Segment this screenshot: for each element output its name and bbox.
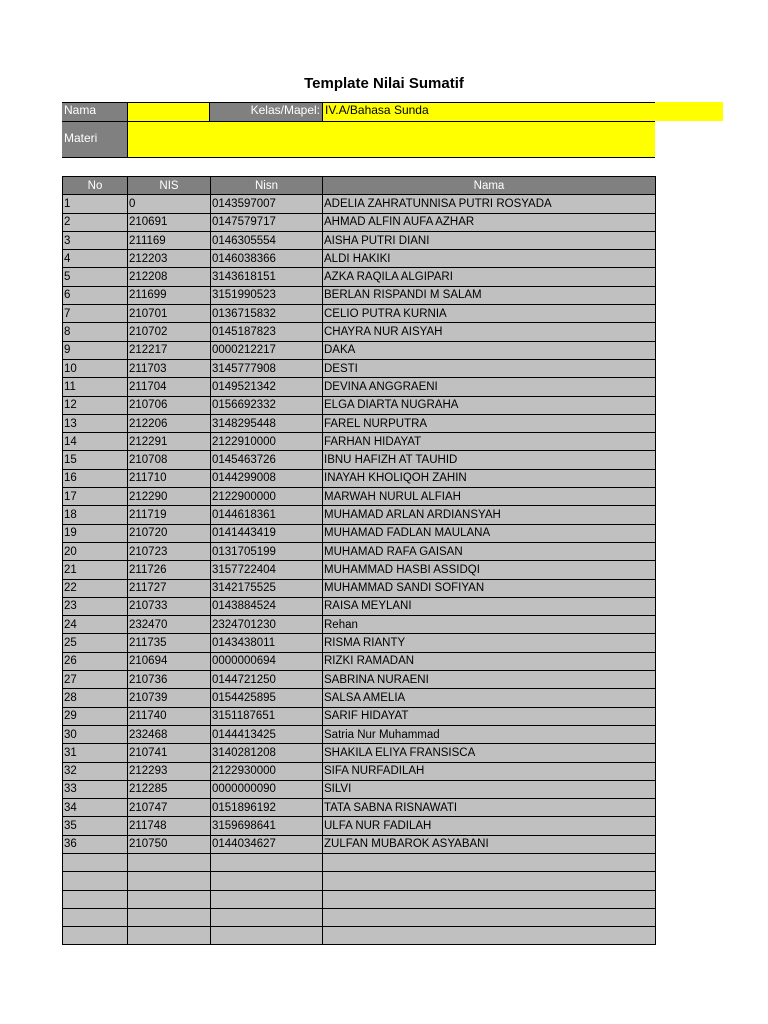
no-cell[interactable]: 14 xyxy=(63,433,128,451)
nama-cell[interactable]: ALDI HAKIKI xyxy=(323,250,656,268)
nis-cell[interactable]: 210736 xyxy=(128,671,211,689)
no-cell[interactable]: 13 xyxy=(63,414,128,432)
nis-cell[interactable]: 212290 xyxy=(128,488,211,506)
table-row xyxy=(63,671,656,689)
nis-cell[interactable] xyxy=(128,908,211,926)
kelas-mapel-field[interactable]: IV.A/Bahasa Sunda xyxy=(322,102,723,121)
nama-cell[interactable]: SARIF HIDAYAT xyxy=(323,707,656,725)
no-cell[interactable]: 3 xyxy=(63,231,128,249)
nisn-cell[interactable]: 0000000090 xyxy=(211,780,323,798)
table-row xyxy=(63,744,656,762)
no-cell[interactable]: 8 xyxy=(63,323,128,341)
nis-cell[interactable]: 212285 xyxy=(128,780,211,798)
nis-cell[interactable]: 210747 xyxy=(128,799,211,817)
no-cell[interactable]: 7 xyxy=(63,305,128,323)
nis-cell[interactable] xyxy=(128,853,211,871)
nama-cell[interactable]: ZULFAN MUBAROK ASYABANI xyxy=(323,835,656,853)
nisn-cell[interactable]: 0136715832 xyxy=(211,305,323,323)
table-row xyxy=(63,451,656,469)
nama-cell[interactable] xyxy=(323,908,656,926)
nis-cell[interactable]: 212293 xyxy=(128,762,211,780)
nisn-cell[interactable]: 0143597007 xyxy=(211,195,323,213)
nama-cell[interactable]: Satria Nur Muhammad xyxy=(323,725,656,743)
nisn-cell[interactable]: 0147579717 xyxy=(211,213,323,231)
table-row xyxy=(63,725,656,743)
nama-cell[interactable]: CHAYRA NUR AISYAH xyxy=(323,323,656,341)
table-row xyxy=(63,231,656,249)
table-row xyxy=(63,908,656,926)
no-cell[interactable] xyxy=(63,890,128,908)
table-row xyxy=(63,506,656,524)
table-row xyxy=(63,213,656,231)
table-row xyxy=(63,853,656,871)
nama-cell[interactable]: MUHAMAD FADLAN MAULANA xyxy=(323,524,656,542)
nisn-cell[interactable]: 0144034627 xyxy=(211,835,323,853)
table-row xyxy=(63,305,656,323)
nis-cell[interactable]: 211740 xyxy=(128,707,211,725)
nisn-cell[interactable]: 0146305554 xyxy=(211,231,323,249)
header-row-divider xyxy=(62,121,655,122)
nisn-cell[interactable]: 0151896192 xyxy=(211,799,323,817)
no-cell[interactable]: 27 xyxy=(63,671,128,689)
nisn-cell[interactable]: 0144413425 xyxy=(211,725,323,743)
nisn-cell[interactable]: 3159698641 xyxy=(211,817,323,835)
table-row xyxy=(63,835,656,853)
nis-cell[interactable]: 210741 xyxy=(128,744,211,762)
no-cell[interactable]: 22 xyxy=(63,579,128,597)
table-row xyxy=(63,359,656,377)
nisn-cell[interactable]: 0145187823 xyxy=(211,323,323,341)
nis-cell[interactable]: 211703 xyxy=(128,359,211,377)
table-body xyxy=(63,195,656,945)
nama-cell[interactable] xyxy=(323,927,656,945)
header-row-top-border xyxy=(62,102,655,103)
table-row xyxy=(63,524,656,542)
nisn-cell[interactable]: 0144618361 xyxy=(211,506,323,524)
nisn-cell[interactable]: 2122910000 xyxy=(211,433,323,451)
nis-cell[interactable]: 212291 xyxy=(128,433,211,451)
nama-cell[interactable]: AISHA PUTRI DIANI xyxy=(323,231,656,249)
table-row xyxy=(63,799,656,817)
nis-cell[interactable]: 210702 xyxy=(128,323,211,341)
nisn-cell[interactable] xyxy=(211,908,323,926)
no-cell[interactable]: 18 xyxy=(63,506,128,524)
nama-cell[interactable]: BERLAN RISPANDI M SALAM xyxy=(323,286,656,304)
nama-cell[interactable]: INAYAH KHOLIQOH ZAHIN xyxy=(323,469,656,487)
nisn-cell[interactable]: 0144721250 xyxy=(211,671,323,689)
student-table xyxy=(62,176,656,945)
nisn-cell[interactable]: 0000212217 xyxy=(211,341,323,359)
no-cell[interactable]: 9 xyxy=(63,341,128,359)
nis-cell[interactable]: 210720 xyxy=(128,524,211,542)
table-row xyxy=(63,890,656,908)
table-row xyxy=(63,817,656,835)
table-row xyxy=(63,341,656,359)
nama-cell[interactable]: AHMAD ALFIN AUFA AZHAR xyxy=(323,213,656,231)
nisn-cell[interactable]: 3142175525 xyxy=(211,579,323,597)
nama-cell[interactable]: MARWAH NURUL ALFIAH xyxy=(323,488,656,506)
nisn-cell[interactable]: 0143884524 xyxy=(211,597,323,615)
table-header-row xyxy=(63,177,656,195)
no-cell[interactable]: 20 xyxy=(63,542,128,560)
table-row xyxy=(63,323,656,341)
nama-cell[interactable]: RISMA RIANTY xyxy=(323,634,656,652)
table-row xyxy=(63,707,656,725)
nama-cell[interactable]: MUHAMMAD SANDI SOFIYAN xyxy=(323,579,656,597)
table-row xyxy=(63,616,656,634)
nis-cell[interactable]: 210739 xyxy=(128,689,211,707)
nis-cell[interactable]: 210694 xyxy=(128,652,211,670)
nisn-cell[interactable]: 0156692332 xyxy=(211,396,323,414)
no-cell[interactable]: 33 xyxy=(63,780,128,798)
nis-cell[interactable]: 210750 xyxy=(128,835,211,853)
nisn-cell[interactable] xyxy=(211,853,323,871)
nisn-cell[interactable]: 0146038366 xyxy=(211,250,323,268)
no-cell[interactable]: 21 xyxy=(63,561,128,579)
no-cell[interactable]: 11 xyxy=(63,378,128,396)
nama-cell[interactable]: SALSA AMELIA xyxy=(323,689,656,707)
nama-cell[interactable]: ADELIA ZAHRATUNNISA PUTRI ROSYADA xyxy=(323,195,656,213)
nisn-cell[interactable]: 0145463726 xyxy=(211,451,323,469)
nama-cell[interactable]: DESTI xyxy=(323,359,656,377)
no-cell[interactable]: 23 xyxy=(63,597,128,615)
nis-cell[interactable] xyxy=(128,927,211,945)
header-row-bottom-border xyxy=(62,157,655,158)
no-cell[interactable]: 1 xyxy=(63,195,128,213)
table-row xyxy=(63,488,656,506)
table-row xyxy=(63,195,656,213)
nis-cell[interactable]: 212208 xyxy=(128,268,211,286)
table-row xyxy=(63,634,656,652)
no-cell[interactable]: 24 xyxy=(63,616,128,634)
no-cell[interactable] xyxy=(63,927,128,945)
no-cell[interactable] xyxy=(63,872,128,890)
nisn-cell[interactable]: 3148295448 xyxy=(211,414,323,432)
nama-cell[interactable]: TATA SABNA RISNAWATI xyxy=(323,799,656,817)
nama-cell[interactable]: DAKA xyxy=(323,341,656,359)
no-cell[interactable]: 35 xyxy=(63,817,128,835)
no-cell[interactable]: 31 xyxy=(63,744,128,762)
nama-field[interactable] xyxy=(127,102,210,121)
table-row xyxy=(63,542,656,560)
table-row xyxy=(63,872,656,890)
nama-cell[interactable]: SHAKILA ELIYA FRANSISCA xyxy=(323,744,656,762)
table-row xyxy=(63,396,656,414)
no-cell[interactable]: 16 xyxy=(63,469,128,487)
table-row xyxy=(63,268,656,286)
nis-cell[interactable]: 211704 xyxy=(128,378,211,396)
nama-cell[interactable]: DEVINA ANGGRAENI xyxy=(323,378,656,396)
column-header-nisn: Nisn xyxy=(211,177,323,195)
nama-cell[interactable]: ELGA DIARTA NUGRAHA xyxy=(323,396,656,414)
nama-cell[interactable] xyxy=(323,890,656,908)
materi-label: Materi xyxy=(62,121,127,157)
nis-cell[interactable]: 232468 xyxy=(128,725,211,743)
no-cell[interactable]: 2 xyxy=(63,213,128,231)
table-row xyxy=(63,652,656,670)
column-header-no: No xyxy=(63,177,128,195)
nis-cell[interactable]: 211169 xyxy=(128,231,211,249)
no-cell[interactable]: 29 xyxy=(63,707,128,725)
no-cell[interactable]: 12 xyxy=(63,396,128,414)
nisn-cell[interactable] xyxy=(211,890,323,908)
nisn-cell[interactable]: 0143438011 xyxy=(211,634,323,652)
no-cell[interactable]: 10 xyxy=(63,359,128,377)
table-row xyxy=(63,414,656,432)
table-row xyxy=(63,579,656,597)
nama-cell[interactable]: SIFA NURFADILAH xyxy=(323,762,656,780)
no-cell[interactable]: 15 xyxy=(63,451,128,469)
table-row xyxy=(63,762,656,780)
nisn-cell[interactable]: 3140281208 xyxy=(211,744,323,762)
nis-cell[interactable]: 211726 xyxy=(128,561,211,579)
table-row xyxy=(63,378,656,396)
nama-cell[interactable]: ULFA NUR FADILAH xyxy=(323,817,656,835)
table-row xyxy=(63,250,656,268)
column-header-nama: Nama xyxy=(323,177,656,195)
nisn-cell[interactable] xyxy=(211,872,323,890)
nama-cell[interactable] xyxy=(323,853,656,871)
nama-cell[interactable]: MUHAMMAD HASBI ASSIDQI xyxy=(323,561,656,579)
no-cell[interactable]: 28 xyxy=(63,689,128,707)
nisn-cell[interactable]: 2324701230 xyxy=(211,616,323,634)
nis-cell[interactable]: 210708 xyxy=(128,451,211,469)
nama-cell[interactable]: SABRINA NURAENI xyxy=(323,671,656,689)
nisn-cell[interactable]: 0154425895 xyxy=(211,689,323,707)
nama-cell[interactable]: Rehan xyxy=(323,616,656,634)
page-title: Template Nilai Sumatif xyxy=(304,75,464,92)
no-cell[interactable]: 5 xyxy=(63,268,128,286)
table-row xyxy=(63,780,656,798)
nisn-cell[interactable] xyxy=(211,927,323,945)
nisn-cell[interactable]: 0144299008 xyxy=(211,469,323,487)
nama-cell[interactable]: SILVI xyxy=(323,780,656,798)
nis-cell[interactable] xyxy=(128,890,211,908)
nama-cell[interactable]: FARHAN HIDAYAT xyxy=(323,433,656,451)
nisn-cell[interactable]: 0131705199 xyxy=(211,542,323,560)
nisn-cell[interactable]: 2122930000 xyxy=(211,762,323,780)
no-cell[interactable]: 34 xyxy=(63,799,128,817)
no-cell[interactable]: 17 xyxy=(63,488,128,506)
no-cell[interactable]: 19 xyxy=(63,524,128,542)
nis-cell[interactable]: 211735 xyxy=(128,634,211,652)
table-row xyxy=(63,597,656,615)
nama-cell[interactable]: MUHAMAD ARLAN ARDIANSYAH xyxy=(323,506,656,524)
nis-cell[interactable]: 212203 xyxy=(128,250,211,268)
nama-cell[interactable]: IBNU HAFIZH AT TAUHID xyxy=(323,451,656,469)
table-row xyxy=(63,469,656,487)
table-row xyxy=(63,689,656,707)
no-cell[interactable]: 4 xyxy=(63,250,128,268)
kelas-mapel-label: Kelas/Mapel: xyxy=(210,102,322,121)
nis-cell[interactable] xyxy=(128,872,211,890)
nis-cell[interactable]: 210733 xyxy=(128,597,211,615)
table-row xyxy=(63,927,656,945)
nis-cell[interactable]: 210706 xyxy=(128,396,211,414)
nisn-cell[interactable]: 3151990523 xyxy=(211,286,323,304)
nis-cell[interactable]: 211748 xyxy=(128,817,211,835)
nama-cell[interactable] xyxy=(323,872,656,890)
nisn-cell[interactable]: 3143618151 xyxy=(211,268,323,286)
nis-cell[interactable]: 211719 xyxy=(128,506,211,524)
nis-cell[interactable]: 211710 xyxy=(128,469,211,487)
table-row xyxy=(63,433,656,451)
no-cell[interactable]: 36 xyxy=(63,835,128,853)
no-cell[interactable]: 25 xyxy=(63,634,128,652)
nisn-cell[interactable]: 0149521342 xyxy=(211,378,323,396)
nisn-cell[interactable]: 0141443419 xyxy=(211,524,323,542)
no-cell[interactable]: 32 xyxy=(63,762,128,780)
column-header-nis: NIS xyxy=(128,177,211,195)
no-cell[interactable]: 30 xyxy=(63,725,128,743)
no-cell[interactable] xyxy=(63,853,128,871)
nis-cell[interactable]: 211699 xyxy=(128,286,211,304)
nama-cell[interactable]: CELIO PUTRA KURNIA xyxy=(323,305,656,323)
nama-cell[interactable]: RIZKI RAMADAN xyxy=(323,652,656,670)
nisn-cell[interactable]: 3151187651 xyxy=(211,707,323,725)
nis-cell[interactable]: 212206 xyxy=(128,414,211,432)
no-cell[interactable] xyxy=(63,908,128,926)
no-cell[interactable]: 26 xyxy=(63,652,128,670)
nisn-cell[interactable]: 3157722404 xyxy=(211,561,323,579)
nis-cell[interactable]: 211727 xyxy=(128,579,211,597)
nis-cell[interactable]: 210691 xyxy=(128,213,211,231)
table-row xyxy=(63,561,656,579)
nis-cell[interactable]: 0 xyxy=(128,195,211,213)
nis-cell[interactable]: 232470 xyxy=(128,616,211,634)
nisn-cell[interactable]: 3145777908 xyxy=(211,359,323,377)
nama-cell[interactable]: FAREL NURPUTRA xyxy=(323,414,656,432)
no-cell[interactable]: 6 xyxy=(63,286,128,304)
nisn-cell[interactable]: 0000000694 xyxy=(211,652,323,670)
nis-cell[interactable]: 210723 xyxy=(128,542,211,560)
nisn-cell[interactable]: 2122900000 xyxy=(211,488,323,506)
nama-cell[interactable]: MUHAMAD RAFA GAISAN xyxy=(323,542,656,560)
table-row xyxy=(63,286,656,304)
nama-cell[interactable]: RAISA MEYLANI xyxy=(323,597,656,615)
nis-cell[interactable]: 210701 xyxy=(128,305,211,323)
materi-field[interactable] xyxy=(127,121,655,157)
nama-label: Nama xyxy=(62,102,127,121)
nama-cell[interactable]: AZKA RAQILA ALGIPARI xyxy=(323,268,656,286)
nis-cell[interactable]: 212217 xyxy=(128,341,211,359)
